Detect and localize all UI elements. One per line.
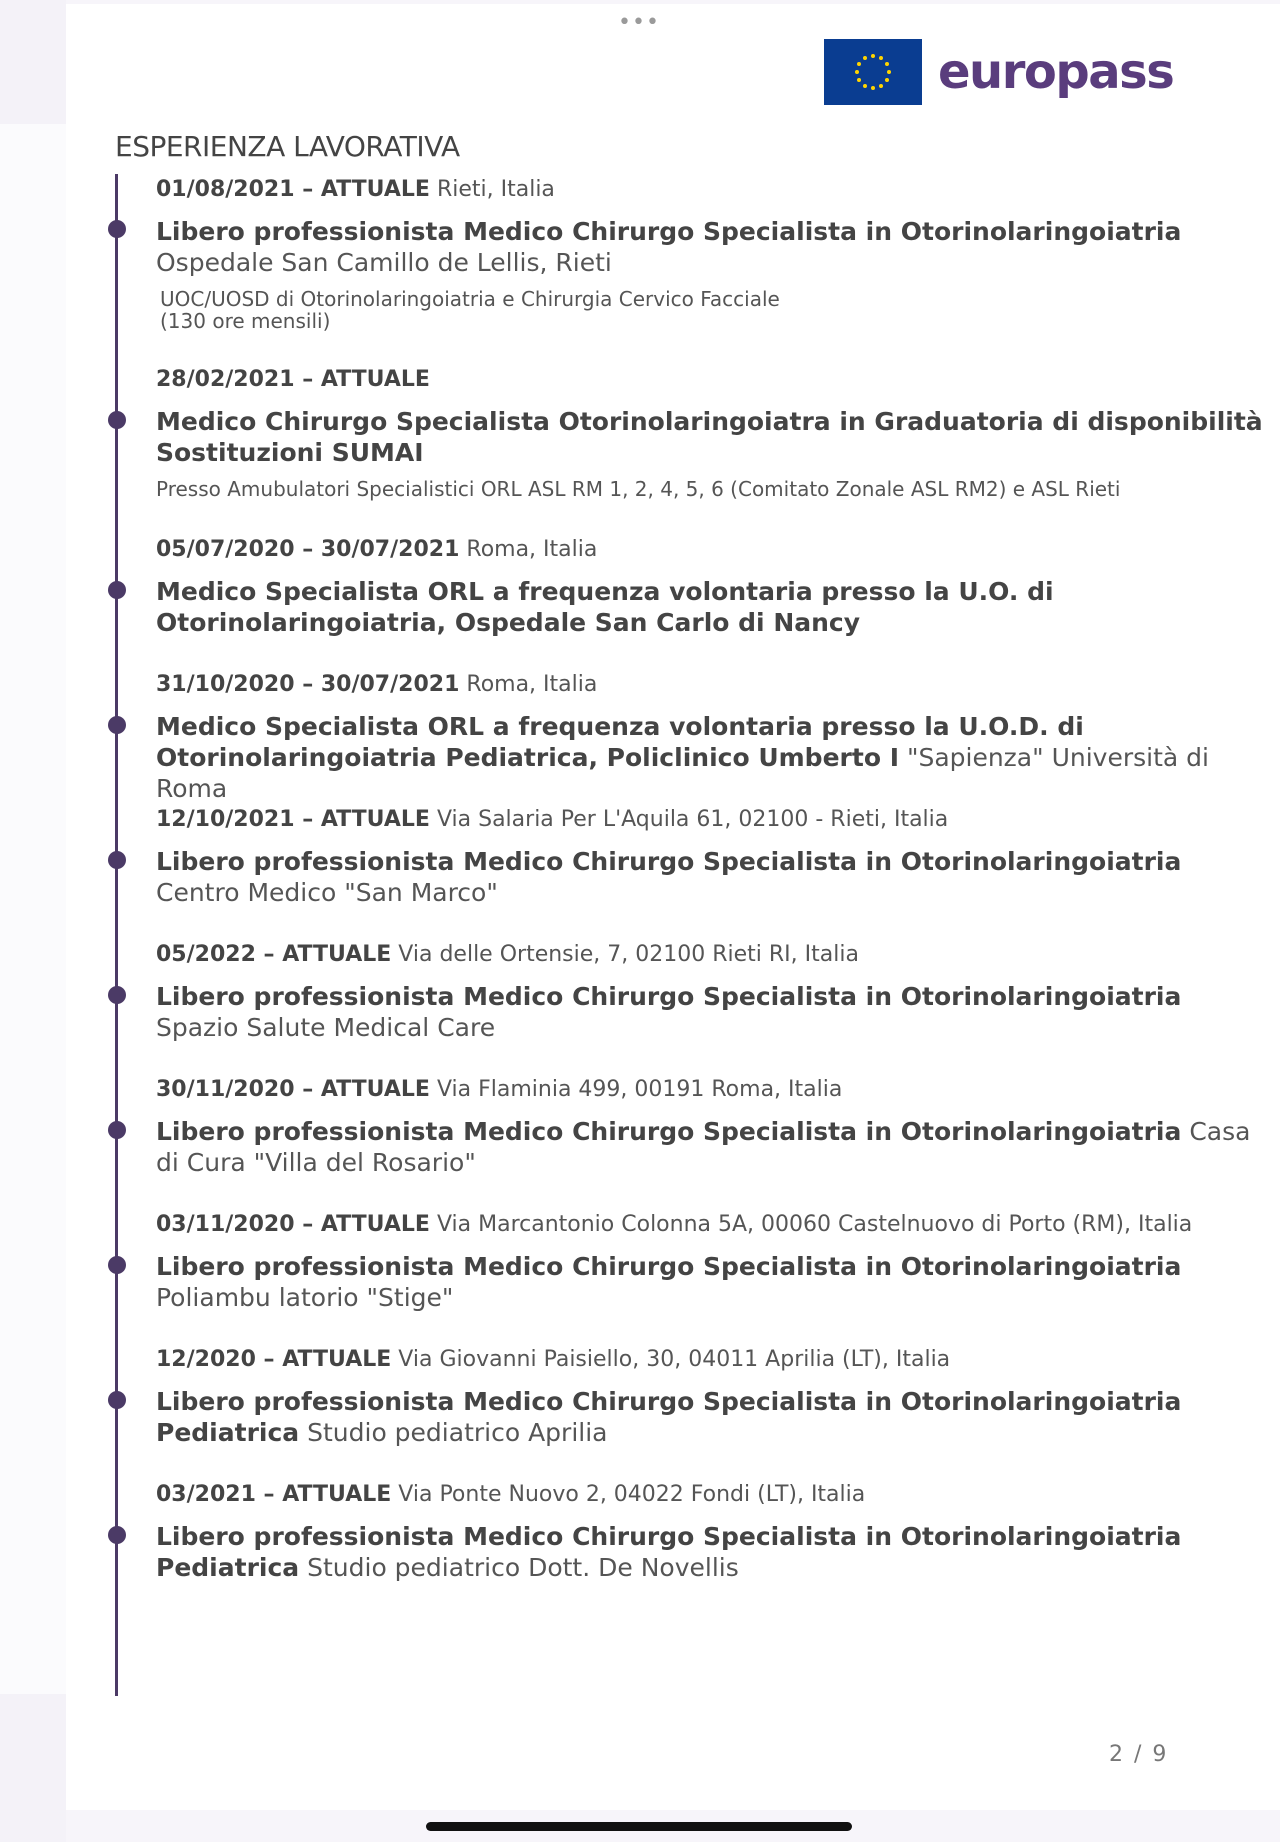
entry-description: (130 ore mensili): [160, 309, 331, 333]
entry-employer: Casa di Cura "Villa del Rosario": [156, 1117, 1251, 1177]
more-options-icon[interactable]: •••: [618, 10, 660, 35]
entry-role: Libero professionista Medico Chirurgo Specialista in Otorinolaringoiatria: [156, 982, 1182, 1011]
entry-date: 03/2021 – ATTUALE: [156, 1482, 392, 1507]
experience-entry: [156, 941, 1266, 1042]
entry-location: Via Flaminia 499, 00191 Roma, Italia: [436, 1077, 843, 1102]
entry-date: 31/10/2020 – 30/07/2021: [156, 672, 460, 697]
timeline-dot: [108, 220, 126, 238]
timeline-dot: [108, 411, 126, 429]
entry-role: Libero professionista Medico Chirurgo Specialista in Otorinolaringoiatria: [156, 217, 1182, 246]
experience-entry: [156, 1076, 1266, 1177]
europass-logo: [824, 39, 1173, 105]
entry-role: Medico Specialista ORL a frequenza volontaria presso la U.O.D. di Otorinolaringoiatria Pediatrica, Policlinico Umberto I: [156, 712, 1084, 772]
page-indicator: 2 / 9: [1109, 1742, 1169, 1767]
entry-role: Libero professionista Medico Chirurgo Specialista in Otorinolaringoiatria: [156, 1252, 1182, 1281]
experience-entry: [156, 536, 1266, 637]
entry-employer: Ospedale San Camillo de Lellis, Rieti: [156, 248, 612, 277]
entry-location: Rieti, Italia: [436, 177, 555, 202]
entry-date: 28/02/2021 – ATTUALE: [156, 367, 430, 392]
entry-location: Via Ponte Nuovo 2, 04022 Fondi (LT), Italia: [398, 1482, 866, 1507]
section-title: ESPERIENZA LAVORATIVA: [115, 130, 460, 163]
experience-entry: [156, 1346, 1266, 1447]
timeline-dot: [108, 851, 126, 869]
experience-entry: [156, 176, 1266, 333]
entry-employer: Poliambu latorio "Stige": [156, 1283, 454, 1312]
experience-entry: [156, 806, 1266, 907]
experience-entry: [156, 1481, 1266, 1582]
entry-location: Via Marcantonio Colonna 5A, 00060 Castelnuovo di Porto (RM), Italia: [436, 1212, 1193, 1237]
entry-employer: Centro Medico "San Marco": [156, 878, 498, 907]
entry-location: Via Salaria Per L'Aquila 61, 02100 - Rieti, Italia: [436, 807, 949, 832]
timeline-dot: [108, 716, 126, 734]
left-margin-band: [0, 124, 66, 1694]
entry-description: UOC/UOSD di Otorinolaringoiatria e Chirurgia Cervico Facciale: [160, 287, 780, 311]
entry-employer: Spazio Salute Medical Care: [156, 1013, 496, 1042]
entry-employer: Studio pediatrico Aprilia: [307, 1418, 608, 1447]
eu-flag-icon: [824, 39, 922, 105]
entry-location: Roma, Italia: [466, 672, 598, 697]
europass-wordmark: europass: [938, 44, 1174, 100]
entry-role: Libero professionista Medico Chirurgo Specialista in Otorinolaringoiatria: [156, 1117, 1182, 1146]
entry-role: Libero professionista Medico Chirurgo Specialista in Otorinolaringoiatria Pediatrica: [156, 1387, 1182, 1447]
experience-entry: [156, 1211, 1266, 1312]
timeline-dot: [108, 1121, 126, 1139]
timeline-line: [115, 174, 118, 1696]
entry-date: 03/11/2020 – ATTUALE: [156, 1212, 430, 1237]
document-page[interactable]: [66, 4, 1280, 1810]
entry-date: 30/11/2020 – ATTUALE: [156, 1077, 430, 1102]
entry-role: Libero professionista Medico Chirurgo Specialista in Otorinolaringoiatria: [156, 847, 1182, 876]
entry-date: 12/10/2021 – ATTUALE: [156, 807, 430, 832]
timeline-dot: [108, 1526, 126, 1544]
entry-location: Via Giovanni Paisiello, 30, 04011 Aprilia (LT), Italia: [398, 1347, 951, 1372]
timeline-dot: [108, 581, 126, 599]
home-indicator[interactable]: [426, 1822, 852, 1831]
entry-role: Medico Specialista ORL a frequenza volontaria presso la U.O. di Otorinolaringoiatria, Ospedale San Carlo di Nancy: [156, 577, 1054, 637]
timeline-dot: [108, 986, 126, 1004]
experience-entry: [156, 671, 1266, 803]
entry-date: 12/2020 – ATTUALE: [156, 1347, 392, 1372]
left-margin: [0, 0, 66, 1842]
entry-role: Medico Chirurgo Specialista Otorinolaringoiatra in Graduatoria di disponibilità Sostituzioni SUMAI: [156, 407, 1263, 467]
entry-date: 01/08/2021 – ATTUALE: [156, 177, 430, 202]
entry-description: Presso Amubulatori Specialistici ORL ASL RM 1, 2, 4, 5, 6 (Comitato Zonale ASL RM2) e ASL Rieti: [156, 477, 1121, 501]
entry-location: Via delle Ortensie, 7, 02100 Rieti RI, Italia: [398, 942, 859, 967]
entry-date: 05/07/2020 – 30/07/2021: [156, 537, 460, 562]
timeline-dot: [108, 1256, 126, 1274]
entry-date: 05/2022 – ATTUALE: [156, 942, 392, 967]
entry-employer: Studio pediatrico Dott. De Novellis: [307, 1553, 739, 1582]
timeline-dot: [108, 1391, 126, 1409]
entry-role: Libero professionista Medico Chirurgo Specialista in Otorinolaringoiatria Pediatrica: [156, 1522, 1182, 1582]
experience-entry: [156, 366, 1266, 501]
entry-employer: "Sapienza" Università di Roma: [156, 743, 1209, 803]
entry-location: Roma, Italia: [466, 537, 598, 562]
